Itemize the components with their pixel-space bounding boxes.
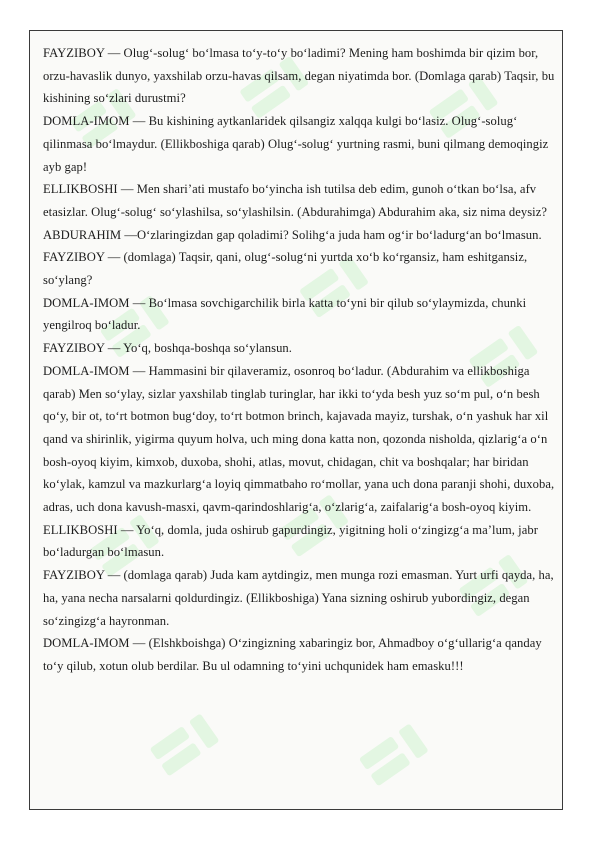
paragraph-fayziboy-1: FAYZIBOY — Olug‘-solug‘ bo‘lmasa to‘y-to‘y bo‘ladimi? Mening ham boshimda bir qizim bor, orzu-havaslik dunyo, yaxshilab orzu-havas qilsam, degan niyatimda bor. (Domlaga qarab) Taqsir, bu kishining so‘zlari durustmi? bbox=[43, 46, 555, 106]
paragraph-abdurahim-1: ABDURAHIM —O‘zlaringizdan gap qoladimi? Solihg‘a juda ham og‘ir bo‘ladurg‘an bo‘lmasun. bbox=[43, 227, 542, 242]
paragraph-fayziboy-3: FAYZIBOY — Yo‘q, boshqa-boshqa so‘ylansun. bbox=[43, 341, 292, 356]
text-frame bbox=[29, 30, 563, 810]
paragraph-ellikboshi-2: ELLIKBOSHI — Yo‘q, domla, juda oshirub gapurdingiz, yigitning holi o‘zingizg‘a ma’lum, jabr bo‘ladurgan bo‘lmasun. bbox=[43, 522, 538, 560]
paragraph-domla-imom-3: DOMLA-IMOM — Hammasini bir qilaveramiz, osonroq bo‘ladur. (Abdurahim va ellikboshiga qarab) Men so‘ylay, sizlar yaxshilab tinglab turinglar, har ikki to‘yda besh yuz so‘m pul, o‘n besh qo‘y, bir ot, to‘rt botmon bug‘doy, to‘rt botmon brinch, kajavada mayiz, turshak, o‘n yashuk har xil qand va shirinlik, yigirma quyum holva, uch ming dona katta non, qozonda nisholda, qizlarig‘a o‘n bosh-oyoq kiyim, kimxob, duxoba, shohi, atlas, movut, chidagan, chit va boshqalar; har biridan ko‘ylak, kamzul va mazkurlarg‘a loyiq qimmatbaho ro‘mollar, yana uch dona paranji shohi, duxoba, adras, uch dona kavush-masxi, qavm-qarindoshlarig‘a, o‘zlarig‘a, zaifalarig‘a bosh-oyoq kiyim. bbox=[43, 363, 555, 515]
paragraph-domla-imom-1: DOMLA-IMOM — Bu kishining aytkanlaridek qilsangiz xalqqa kulgi bo‘lasiz. Olug‘-solug‘ qilinmasa bo‘lmaydur. (Ellikboshiga qarab) Olug‘-solug‘ yurtning rasmi, buni qilmang demoqingiz ayb gap! bbox=[43, 114, 549, 174]
paragraph-fayziboy-4: FAYZIBOY — (domlaga qarab) Juda kam aytdingiz, men munga rozi emasman. Yurt urfi qayda, ha, ha, yana necha narsalarni qoldurdingiz. (Ellikboshiga) Yana sizning oshirub yubordingiz, degan so‘zingizg‘a hayronman. bbox=[43, 568, 554, 628]
play-text bbox=[43, 42, 556, 678]
paragraph-domla-imom-4: DOMLA-IMOM — (Elshkboishga) O‘zingizning xabaringiz bor, Ahmadboy o‘g‘ullarig‘a qanday to‘y qilub, xotun olub berdilar. Bu ul odamning to‘yini uchqunidek ham emasku!!! bbox=[43, 636, 542, 673]
paragraph-domla-imom-2: DOMLA-IMOM — Bo‘lmasa sovchigarchilik birla katta to‘yni bir qilub so‘ylaymizda, chunki yengilroq bo‘ladur. bbox=[43, 295, 527, 333]
paragraph-fayziboy-2: FAYZIBOY — (domlaga) Taqsir, qani, olug‘-solug‘ni yurtda xo‘b ko‘rgansiz, ham eshitgansiz, so‘ylang? bbox=[43, 250, 528, 288]
paragraph-ellikboshi-1: ELLIKBOSHI — Men shari’ati mustafo bo‘yincha ish tutilsa deb edim, gunoh o‘tkan bo‘lsa, afv etasizlar. Olug‘-solug‘ so‘ylashilsa, so‘ylashilsin. (Abdurahimga) Abdurahim aka, siz nima deysiz? bbox=[43, 182, 547, 219]
